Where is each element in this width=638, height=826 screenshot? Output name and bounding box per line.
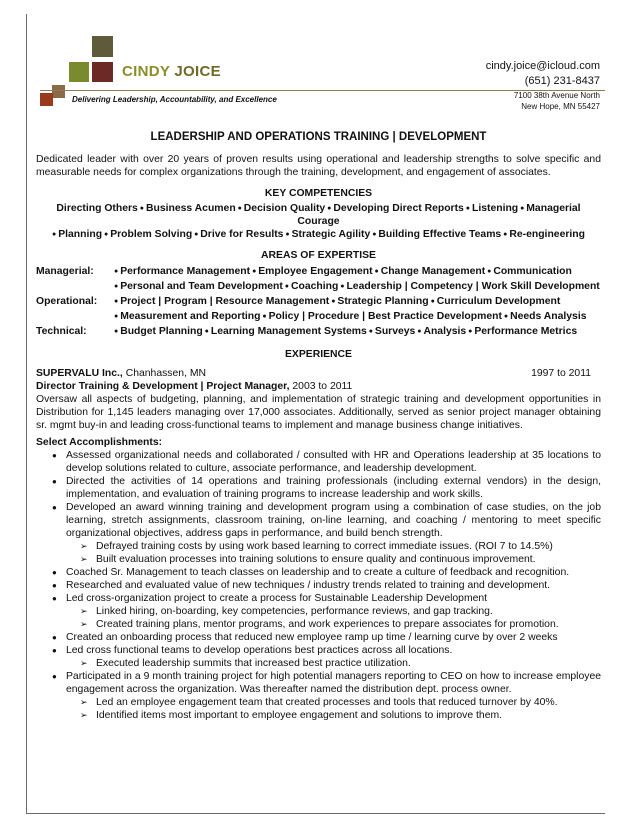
competency-item: Strategic Agility [291, 229, 371, 240]
accomplishment-item [36, 631, 601, 644]
logo-square-green [69, 62, 89, 82]
bullet-dot-icon: ● [250, 268, 259, 275]
candidate-name [122, 63, 221, 80]
arrow-bullet-icon: ➢ [80, 554, 88, 564]
bullet-dot-icon: ● [329, 298, 338, 305]
expertise-item: Needs Analysis [510, 311, 587, 322]
bullet-icon: ● [52, 646, 57, 655]
expertise-item: Leadership | Competency | Work Skill Development [346, 281, 600, 292]
accomplishment-text: Assessed organizational needs and collaborated / consulted with HR and Operations leadership at 35 locations to develop solutions related to culture, associate performance, and leadership development. [66, 450, 601, 474]
competency-item: Directing Others [56, 203, 138, 214]
company-name: SUPERVALU Inc., [36, 368, 123, 379]
sub-accomplishment-text: Built evaluation processes into training solutions to ensure quality and continuous improvement. [96, 554, 536, 565]
expertise-item: Performance Metrics [474, 326, 578, 337]
employment-dates: 1997 to 2011 [531, 368, 591, 379]
bullet-dot-icon: ● [463, 205, 472, 212]
expertise-item: Change Management [380, 266, 486, 277]
sub-accomplishment-text: Linked hiring, on-boarding, key competencies, performance reviews, and gap tracking. [96, 606, 493, 617]
tagline: Delivering Leadership, Accountability, and Excellence [72, 95, 277, 104]
competency-item: Drive for Results [200, 229, 284, 240]
expertise-item: Measurement and Reporting [120, 311, 261, 322]
bullet-dot-icon: ● [485, 268, 494, 275]
accomplishment-text: Directed the activities of 14 operations and training professionals (including external vendors) in the design, implementation, and evaluation of training programs to increase leadership and work skills. [66, 476, 601, 500]
contact-email[interactable]: cindy.joice@icloud.com [485, 60, 600, 72]
arrow-bullet-icon: ➢ [80, 541, 88, 551]
bullet-dot-icon: ● [137, 205, 146, 212]
accomplishment-text: Developed an award winning training and development program using a combination of case studies, on the job learning, stretch assignments, classroom training, on-line learning, and coaching / mentoring to meet specific organizational objectives, address gaps in performance, and build bench strength. [66, 502, 601, 539]
bullet-dot-icon: ● [283, 231, 292, 238]
expertise-label: Technical: [36, 326, 87, 337]
expertise-label [36, 309, 114, 324]
accomplishment-item [36, 501, 601, 566]
sub-accomplishment-text: Identified items most important to employee engagement and solutions to improve them. [96, 710, 503, 721]
expertise-item: Strategic Planning [337, 296, 429, 307]
accomplishment-item [36, 670, 601, 722]
bullet-dot-icon: ● [415, 328, 424, 335]
bullet-dot-icon: ● [428, 298, 437, 305]
expertise-item: Employee Engagement [258, 266, 373, 277]
expertise-row [36, 309, 601, 324]
logo-square-tan [52, 85, 65, 98]
accomplishment-text: Created an onboarding process that reduced new employee ramp up time / learning curve by over 2 weeks [66, 632, 558, 643]
accomplishment-text: Coached Sr. Management to teach classes on leadership and to create a culture of feedback and recognition. [66, 567, 570, 578]
sub-accomplishment-list [66, 696, 601, 722]
expertise-item: Performance Management [120, 266, 251, 277]
expertise-row [36, 264, 601, 279]
sub-accomplishment-text: Executed leadership summits that increased best practice utilization. [96, 658, 411, 669]
sub-accomplishment-item [66, 540, 601, 553]
expertise-item: Curriculum Development [436, 296, 561, 307]
bullet-dot-icon: ● [114, 313, 121, 320]
competency-item: Developing Direct Reports [333, 203, 464, 214]
arrow-bullet-icon: ➢ [80, 619, 88, 629]
bullet-dot-icon: ● [260, 313, 269, 320]
competency-item: Building Effective Teams [378, 229, 502, 240]
bullet-icon: ● [52, 451, 57, 460]
sub-accomplishment-item [66, 553, 601, 566]
bullet-dot-icon: ● [114, 268, 121, 275]
bullet-icon: ● [52, 672, 57, 681]
bullet-dot-icon: ● [114, 298, 121, 305]
contact-phone[interactable]: (651) 231-8437 [524, 75, 600, 87]
sub-accomplishment-item [66, 657, 601, 670]
company-location: Chanhassen, MN [125, 368, 206, 379]
logo-square-top [92, 36, 113, 57]
bullet-dot-icon: ● [366, 328, 375, 335]
expertise-label: Operational: [36, 296, 98, 307]
competency-item: Decision Quality [243, 203, 326, 214]
accomplishment-text: Led cross functional teams to develop operations best practices across all locations. [66, 645, 453, 656]
accomplishments-heading: Select Accomplishments: [36, 437, 163, 448]
expertise-item: Analysis [423, 326, 467, 337]
name-first: CINDY [122, 63, 170, 80]
competency-item: Re-engineering [509, 229, 585, 240]
bullet-dot-icon: ● [52, 231, 59, 238]
competency-item: Listening [471, 203, 519, 214]
bullet-dot-icon: ● [235, 205, 244, 212]
sub-accomplishment-text: Defrayed training costs by using work based learning to correct immediate issues. (ROI 7 to 14.5%) [96, 541, 553, 552]
accomplishment-item [36, 644, 601, 670]
expertise-items [114, 279, 600, 294]
competencies-line-2 [36, 228, 601, 241]
bullet-dot-icon: ● [192, 231, 201, 238]
expertise-items [114, 294, 560, 309]
bullet-dot-icon: ● [102, 231, 111, 238]
summary: Dedicated leader with over 20 years of proven results using operational and leadership strengths to solve specific and measurable needs for complex organizations through the training, development, and engagement of associates. [36, 154, 601, 178]
sub-accomplishment-text: Led an employee engagement team that created processes and tools that reduced turnover by 40%. [96, 697, 558, 708]
accomplishment-text: Led cross-organization project to create a process for Sustainable Leadership Development [66, 593, 488, 604]
expertise-items [114, 309, 587, 324]
bullet-icon: ● [52, 568, 57, 577]
bullet-icon: ● [52, 477, 57, 486]
expertise-items [114, 324, 577, 339]
expertise-item: Project | Program | Resource Management [120, 296, 330, 307]
contact-address-line2: New Hope, MN 55427 [521, 102, 600, 111]
competencies-heading: KEY COMPETENCIES [264, 188, 373, 199]
arrow-bullet-icon: ➢ [80, 658, 88, 668]
job-description: Oversaw all aspects of budgeting, planning, and implementation of strategic training and development opportunities in Distribution for 1,145 leaders managing over 17,000 associates. Additionally, served as senior project manager obtaining sr. mgmt buy-in and leading cross-functional teams to implement and manage business change initiatives. [36, 394, 601, 431]
page-border-left [26, 14, 27, 814]
accomplishments-list [36, 449, 601, 722]
bullet-dot-icon: ● [114, 328, 121, 335]
bullet-icon: ● [52, 581, 57, 590]
expertise-item: Surveys [374, 326, 416, 337]
job-title-line [36, 380, 601, 393]
bullet-dot-icon: ● [372, 268, 381, 275]
bullet-dot-icon: ● [202, 328, 211, 335]
accomplishment-item [36, 579, 601, 592]
expertise-item: Coaching [290, 281, 339, 292]
sub-accomplishment-item [66, 709, 601, 722]
accomplishment-text: Researched and evaluated value of new techniques / industry trends related to training and development. [66, 580, 551, 591]
accomplishment-text: Participated in a 9 month training project for high potential managers reporting to CEO on how to increase employee engagement across the organization. Was thereafter named the distribution dept. process owner. [66, 671, 601, 695]
bullet-dot-icon: ● [466, 328, 475, 335]
contact-address-line1: 7100 38th Avenue North [513, 91, 600, 100]
name-last: JOICE [174, 63, 221, 80]
accomplishment-item [36, 592, 601, 631]
sub-accomplishment-text: Created training plans, mentor programs, and work experiences to prepare associates for promotion. [96, 619, 559, 630]
competency-item: Planning [58, 229, 103, 240]
accomplishment-item [36, 449, 601, 475]
expertise-item: Communication [493, 266, 572, 277]
bullet-dot-icon: ● [282, 283, 291, 290]
sub-accomplishment-item [66, 605, 601, 618]
logo-square-orange [40, 93, 53, 106]
expertise-row [36, 279, 601, 294]
competencies-line-1 [36, 202, 601, 228]
bullet-icon: ● [52, 594, 57, 603]
sub-accomplishment-list [66, 657, 601, 670]
bullet-dot-icon: ● [501, 313, 511, 320]
sub-accomplishment-item [66, 618, 601, 631]
arrow-bullet-icon: ➢ [80, 697, 88, 707]
bullet-dot-icon: ● [338, 283, 347, 290]
bullet-dot-icon: ● [114, 283, 121, 290]
expertise-item: Learning Management Systems [210, 326, 367, 337]
expertise-label [36, 279, 114, 294]
resume-body [36, 131, 601, 722]
sub-accomplishment-list [66, 605, 601, 631]
headline: LEADERSHIP AND OPERATIONS TRAINING | DEVELOPMENT [150, 131, 487, 143]
experience-heading: EXPERIENCE [285, 349, 352, 360]
competency-item: Managerial Courage [297, 203, 581, 227]
competency-item: Business Acumen [145, 203, 236, 214]
expertise-item: Budget Planning [120, 326, 203, 337]
sub-accomplishment-item [66, 696, 601, 709]
expertise-item: Personal and Team Development [120, 281, 283, 292]
sub-accomplishment-list [66, 540, 601, 566]
expertise-item: Policy | Procedure | Best Practice Development [268, 311, 502, 322]
bullet-dot-icon: ● [518, 205, 527, 212]
arrow-bullet-icon: ➢ [80, 710, 88, 720]
accomplishment-item [36, 475, 601, 501]
bullet-dot-icon: ● [501, 231, 510, 238]
logo-square-red [92, 62, 113, 82]
competency-item: Problem Solving [110, 229, 193, 240]
page-border-bottom [26, 813, 605, 814]
expertise-row [36, 294, 601, 309]
accomplishment-item [36, 566, 601, 579]
expertise-list [36, 264, 601, 339]
expertise-items [114, 264, 572, 279]
expertise-label: Managerial: [36, 266, 94, 277]
bullet-icon: ● [52, 503, 57, 512]
employer-line [36, 367, 601, 380]
bullet-dot-icon: ● [325, 205, 334, 212]
arrow-bullet-icon: ➢ [80, 606, 88, 616]
expertise-row [36, 324, 601, 339]
job-title-dates: 2003 to 2011 [292, 381, 353, 392]
bullet-icon: ● [52, 633, 57, 642]
bullet-dot-icon: ● [370, 231, 379, 238]
expertise-heading: AREAS OF EXPERTISE [261, 250, 376, 261]
job-title: Director Training & Development | Project Manager, [36, 381, 290, 392]
